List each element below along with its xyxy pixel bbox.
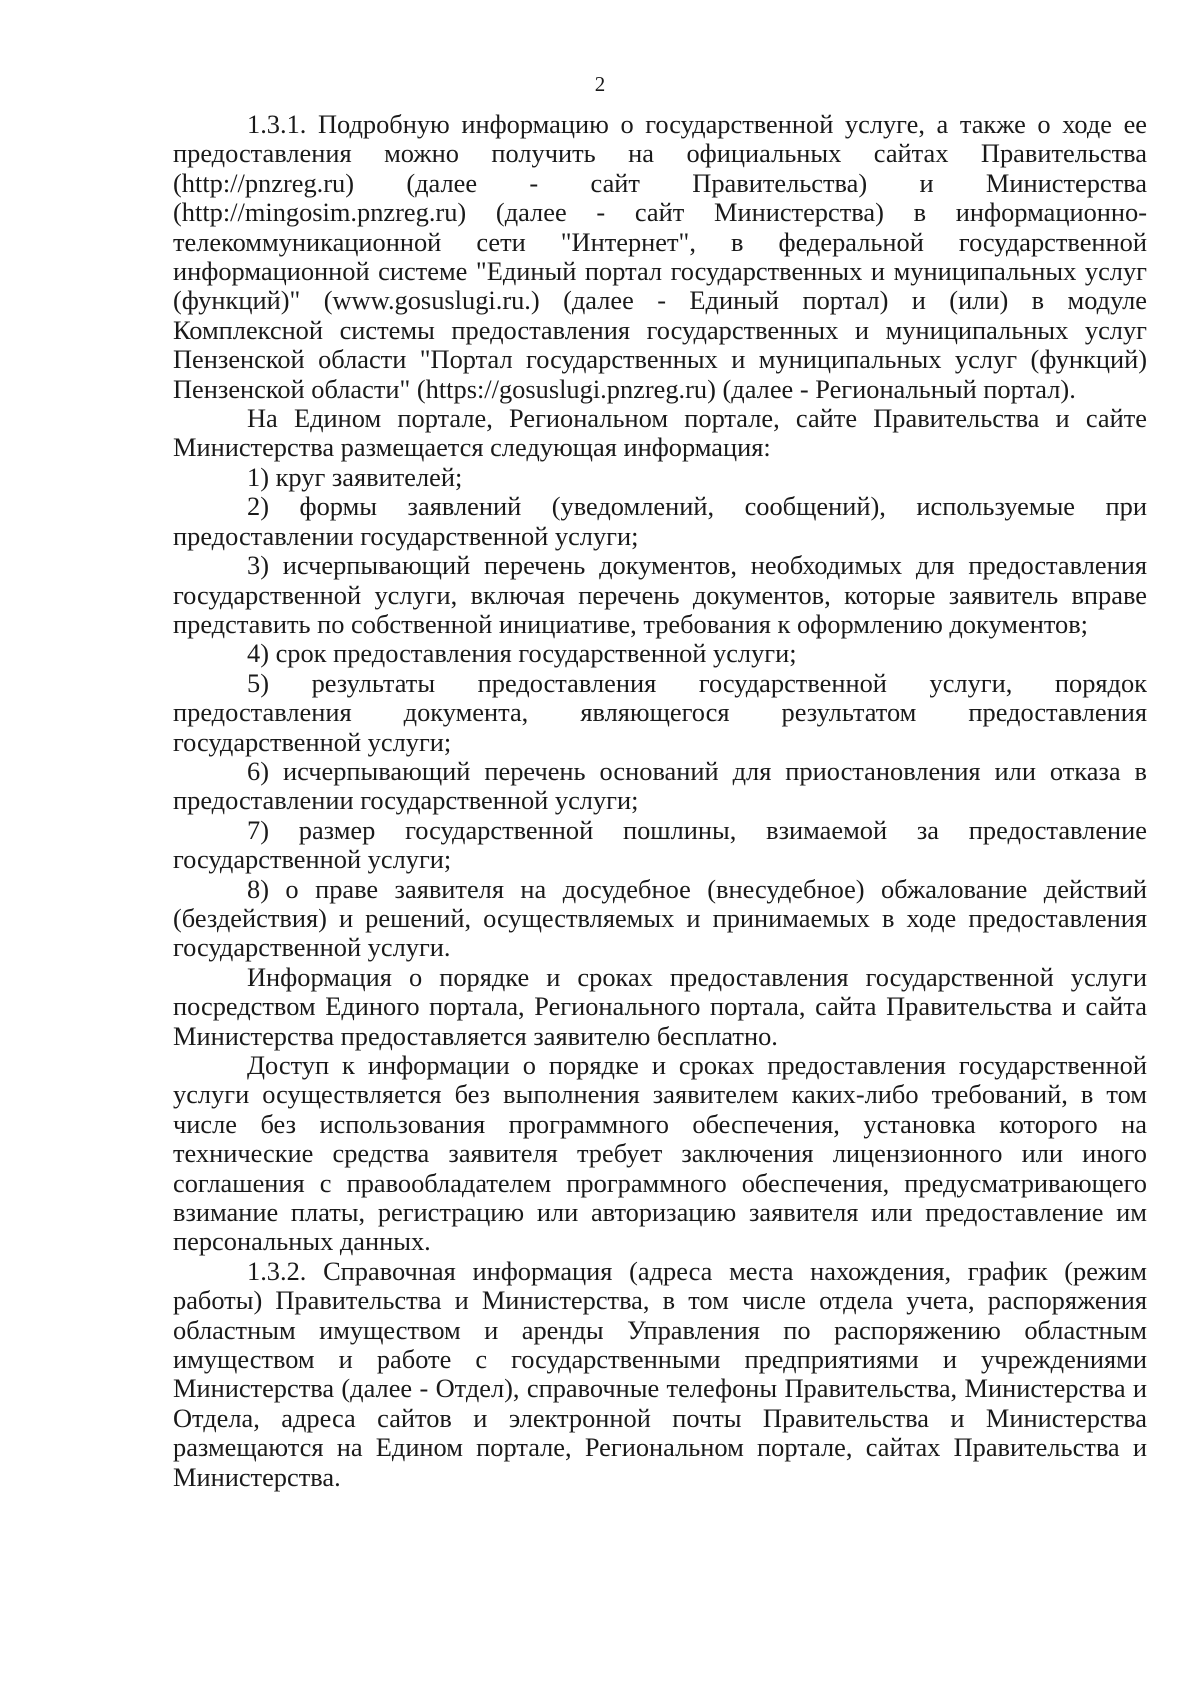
paragraph-access: Доступ к информации о порядке и сроках предоставления государственной услуги осуществляется без выполнения заявителем каких-либо требований, в том числе без использования программного обеспечения, установка которого на технические средства заявителя требует заключения лицензионного или иного соглашения с правообладателем программного обеспечения, предусматривающего взимание платы, регистрацию или авторизацию заявителя или предоставление им персональных данных. — [173, 1050, 1147, 1257]
paragraph-info-intro: На Едином портале, Региональном портале, сайте Правительства и сайте Министерства размещается следующая информация: — [173, 403, 1147, 463]
paragraph-1-3-2: 1.3.2. Справочная информация (адреса места нахождения, график (режим работы) Правительства и Министерства, в том числе отдела учета, распоряжения областным имуществом и аренды Управления по распоряжению областным имуществом и работе с государственными предприятиями и учреждениями Министерства (далее - Отдел), справочные телефоны Правительства, Министерства и Отдела, адреса сайтов и электронной почты Правительства и Министерства размещаются на Едином портале, Региональном портале, сайтах Правительства и Министерства. — [173, 1255, 1147, 1492]
list-item-3: 3) исчерпывающий перечень документов, необходимых для предоставления государственной услуги, включая перечень документов, которые заявитель вправе представить по собственной инициативе, требования к оформлению документов; — [173, 550, 1147, 639]
page-number: 2 — [594, 72, 606, 96]
list-item-4: 4) срок предоставления государственной услуги; — [247, 638, 797, 669]
list-item-5: 5) результаты предоставления государственной услуги, порядок предоставления документа, являющегося результатом предоставления государственной услуги; — [173, 667, 1147, 757]
list-item-7: 7) размер государственной пошлины, взимаемой за предоставление государственной услуги; — [173, 814, 1147, 875]
document-body — [173, 110, 1147, 1492]
paragraph-1-3-1: 1.3.1. Подробную информацию о государственной услуге, а также о ходе ее предоставления можно получить на официальных сайтах Правительства (http://pnzreg.ru) (далее - сайт Правительства) и Министерства (http://mingosim.pnzreg.ru) (далее - сайт Министерства) в информационно-телекоммуникационной сети "Интернет", в федеральной государственной информационной системе "Единый портал государственных и муниципальных услуг (функций)" (www.gosuslugi.ru.) (далее - Единый портал) и (или) в модуле Комплексной системы предоставления государственных и муниципальных услуг Пензенской области "Портал государственных и муниципальных услуг (функций) Пензенской области" (https://gosuslugi.pnzreg.ru) (далее - Региональный портал). — [173, 109, 1147, 404]
list-item-6: 6) исчерпывающий перечень оснований для приостановления или отказа в предоставлении государственной услуги; — [173, 755, 1147, 816]
list-item-1: 1) круг заявителей; — [247, 461, 463, 492]
list-item-8: 8) о праве заявителя на досудебное (внесудебное) обжалование действий (бездействия) и решений, осуществляемых и принимаемых в ходе предоставления государственной услуги. — [173, 873, 1147, 963]
list-item-2: 2) формы заявлений (уведомлений, сообщений), используемые при предоставлении государственной услуги; — [173, 491, 1147, 551]
paragraph-free-info: Информация о порядке и сроках предоставления государственной услуги посредством Единого портала, Регионального портала, сайта Правительства и сайта Министерства предоставляется заявителю бесплатно. — [173, 961, 1147, 1051]
